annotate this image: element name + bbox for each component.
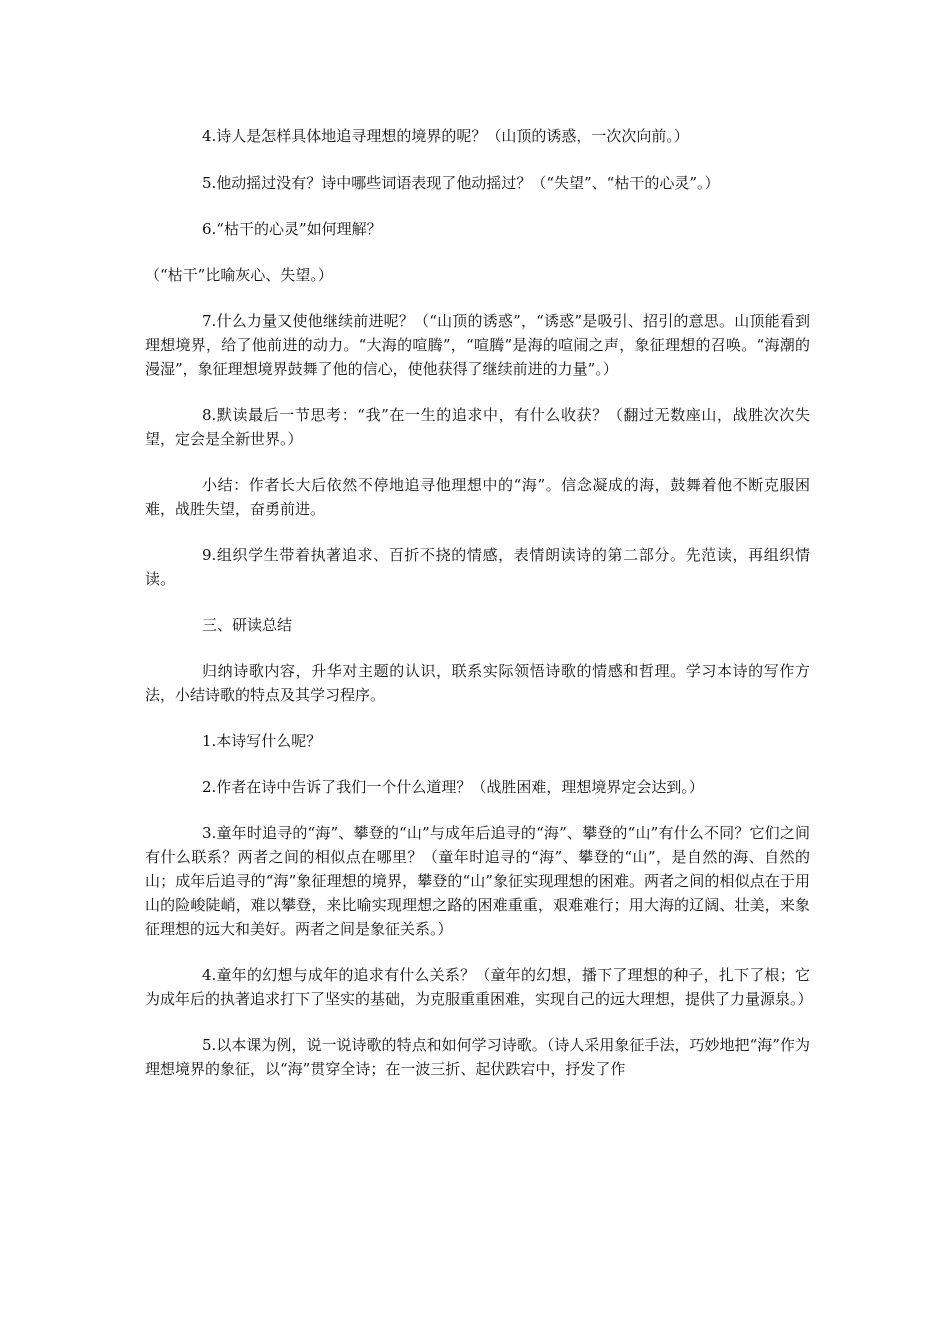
paragraph: 6.“枯干的心灵”如何理解？ <box>202 220 382 238</box>
paragraph: 5.以本课为例，说一说诗歌的特点和如何学习诗歌。（诗人采用象征手法，巧妙地把“海”作为理想境界的象征，以“海”贯穿全诗；在一波三折、起伏跌宕中，抒发了作 <box>145 1036 810 1078</box>
paragraph: 9.组织学生带着执著追求、百折不挠的情感，表情朗读诗的第二部分。先范读，再组织情读。 <box>145 546 810 588</box>
paragraph: 3.童年时追寻的“海”、攀登的“山”与成年后追寻的“海”、攀登的“山”有什么不同？它们之间有什么联系？两者之间的相似点在哪里？（童年时追寻的“海”、攀登的“山”，是自然的海、自然的山；成年后追寻的“海”象征理想的境界，攀登的“山”象征实现理想的困难。两者之间的相似点在于用山的险峻陡峭，难以攀登，来比喻实现理想之路的困难重重，艰难难行；用大海的辽阔、壮美，来象征理想的远大和美好。两者之间是象征关系。） <box>145 824 810 938</box>
summary-paragraph: 小结：作者长大后依然不停地追寻他理想中的“海”。信念凝成的海，鼓舞着他不断克服困难，战胜失望，奋勇前进。 <box>145 476 810 518</box>
paragraph: 2.作者在诗中告诉了我们一个什么道理？（战胜困难，理想境界定会达到。） <box>202 778 704 796</box>
paragraph: 4.诗人是怎样具体地追寻理想的境界的呢？（山顶的诱惑，一次次向前。） <box>202 127 689 145</box>
paragraph: 5.他动摇过没有？诗中哪些词语表现了他动摇过？（“失望”、“枯干的心灵”。） <box>202 174 720 192</box>
paragraph: 7.什么力量又使他继续前进呢？（“山顶的诱惑”，“诱惑”是吸引、招引的意思。山顶能看到理想境界，给了他前进的动力。“大海的喧腾”，“喧腾”是海的喧闹之声，象征理想的召唤。“海潮的漫湿”，象征理想境界鼓舞了他的信心，使他获得了继续前进的力量”。） <box>145 312 810 378</box>
paragraph: 1.本诗写什么呢？ <box>202 732 322 750</box>
paragraph: 归纳诗歌内容，升华对主题的认识，联系实际领悟诗歌的情感和哲理。学习本诗的写作方法，小结诗歌的特点及其学习程序。 <box>145 662 810 704</box>
section-heading: 三、研读总结 <box>202 616 293 634</box>
paragraph: （“枯干”比喻灰心、失望。） <box>145 266 333 284</box>
paragraph: 8.默读最后一节思考：“我”在一生的追求中，有什么收获？（翻过无数座山，战胜次次失望，定会是全新世界。） <box>145 406 810 448</box>
paragraph: 4.童年的幻想与成年的追求有什么关系？（童年的幻想，播下了理想的种子，扎下了根；它为成年后的执著追求打下了坚实的基础，为克服重重困难，实现自己的远大理想，提供了力量源泉。） <box>145 966 813 1008</box>
document-page <box>145 124 813 1081</box>
